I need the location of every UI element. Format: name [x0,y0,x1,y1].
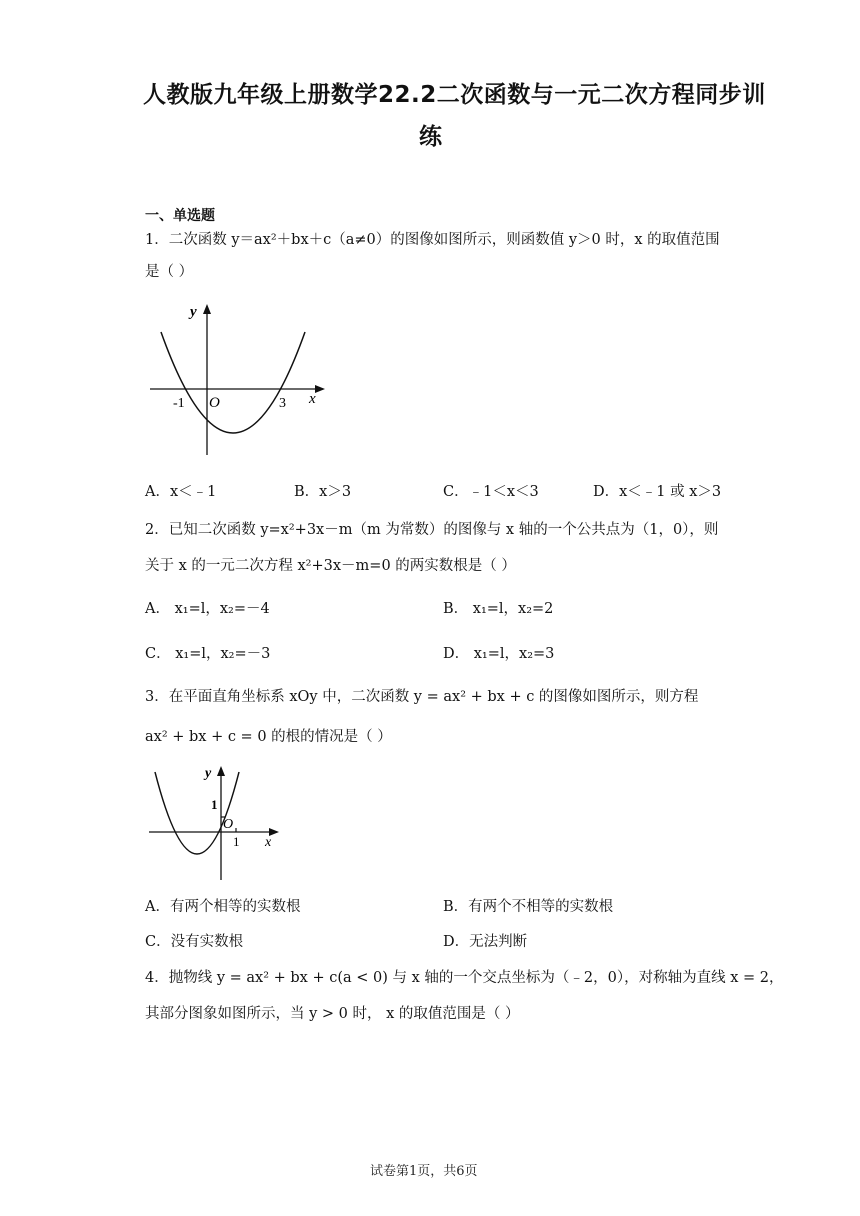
q3-option-a[interactable]: A．有两个相等的实数根 [145,899,301,915]
page-title-line1: 人教版九年级上册数学22.2二次函数与一元二次方程同步训 [143,82,766,108]
q1-root2-label: 3 [279,396,286,411]
q2-option-d[interactable]: D． x₁=l，x₂=3 [443,646,555,662]
q2-stem-line2: 关于 x 的一元二次方程 x²+3x－m=0 的两实数根是（ ） [145,558,516,574]
q1-stem-line1: 1．二次函数 y＝ax²＋bx＋c（a≠0）的图像如图所示，则函数值 y＞0 时，x 的取值范围 [145,232,720,248]
q3-stem-line1: 3．在平面直角坐标系 xOy 中，二次函数 y = ax² + bx + c 的图像如图所示，则方程 [145,689,699,705]
q3-x-label: x [265,835,272,850]
q2-option-c[interactable]: C． x₁=l，x₂=－3 [145,646,271,662]
q3-x-tick-label: 1 [233,834,240,849]
q4-stem-line2: 其部分图象如图所示，当 y > 0 时， x 的取值范围是（ ） [145,1006,520,1022]
page-title-line2: 练 [419,124,443,150]
q1-x-label: x [309,391,316,407]
q1-option-d[interactable]: D．x＜﹣1 或 x＞3 [593,484,722,500]
q2-stem-line1: 2．已知二次函数 y=x²+3x－m（m 为常数）的图像与 x 轴的一个公共点为（1，0），则 [145,522,719,538]
q3-stem-line2: ax² + bx + c = 0 的根的情况是（ ） [145,729,392,745]
q1-y-label: y [190,304,197,320]
q3-y-label: y [205,766,212,781]
q3-y-axis-arrow [217,766,225,776]
q1-stem-line2: 是（ ） [145,264,194,280]
q2-option-a[interactable]: A． x₁=l，x₂=－4 [145,601,270,617]
q1-parabola-graph [145,300,335,460]
q1-root1-label: -1 [173,396,185,411]
q1-parabola-curve [161,332,305,433]
q3-y-tick-label: 1 [211,797,218,812]
page-footer: 试卷第1页，共6页 [370,1164,478,1179]
q3-option-d[interactable]: D．无法判断 [443,934,528,950]
q3-option-b[interactable]: B．有两个不相等的实数根 [443,899,614,915]
q1-y-axis-arrow [203,304,211,314]
q3-parabola-graph [145,762,295,887]
q2-option-b[interactable]: B． x₁=l，x₂=2 [443,601,554,617]
q1-origin-label: O [209,395,220,411]
section-heading: 一、单选题 [145,208,215,224]
q3-parabola-curve [155,772,239,854]
q4-stem-line1: 4．抛物线 y = ax² + bx + c(a < 0) 与 x 轴的一个交点坐标为（﹣2，0），对称轴为直线 x = 2， [145,970,784,986]
q3-option-c[interactable]: C．没有实数根 [145,934,244,950]
q1-x-axis-arrow [315,385,325,393]
q1-option-b[interactable]: B．x＞3 [294,484,352,500]
q1-option-a[interactable]: A．x＜﹣1 [145,484,217,500]
q1-option-c[interactable]: C．﹣1＜x＜3 [443,484,539,500]
q3-origin-label: O [223,817,234,832]
